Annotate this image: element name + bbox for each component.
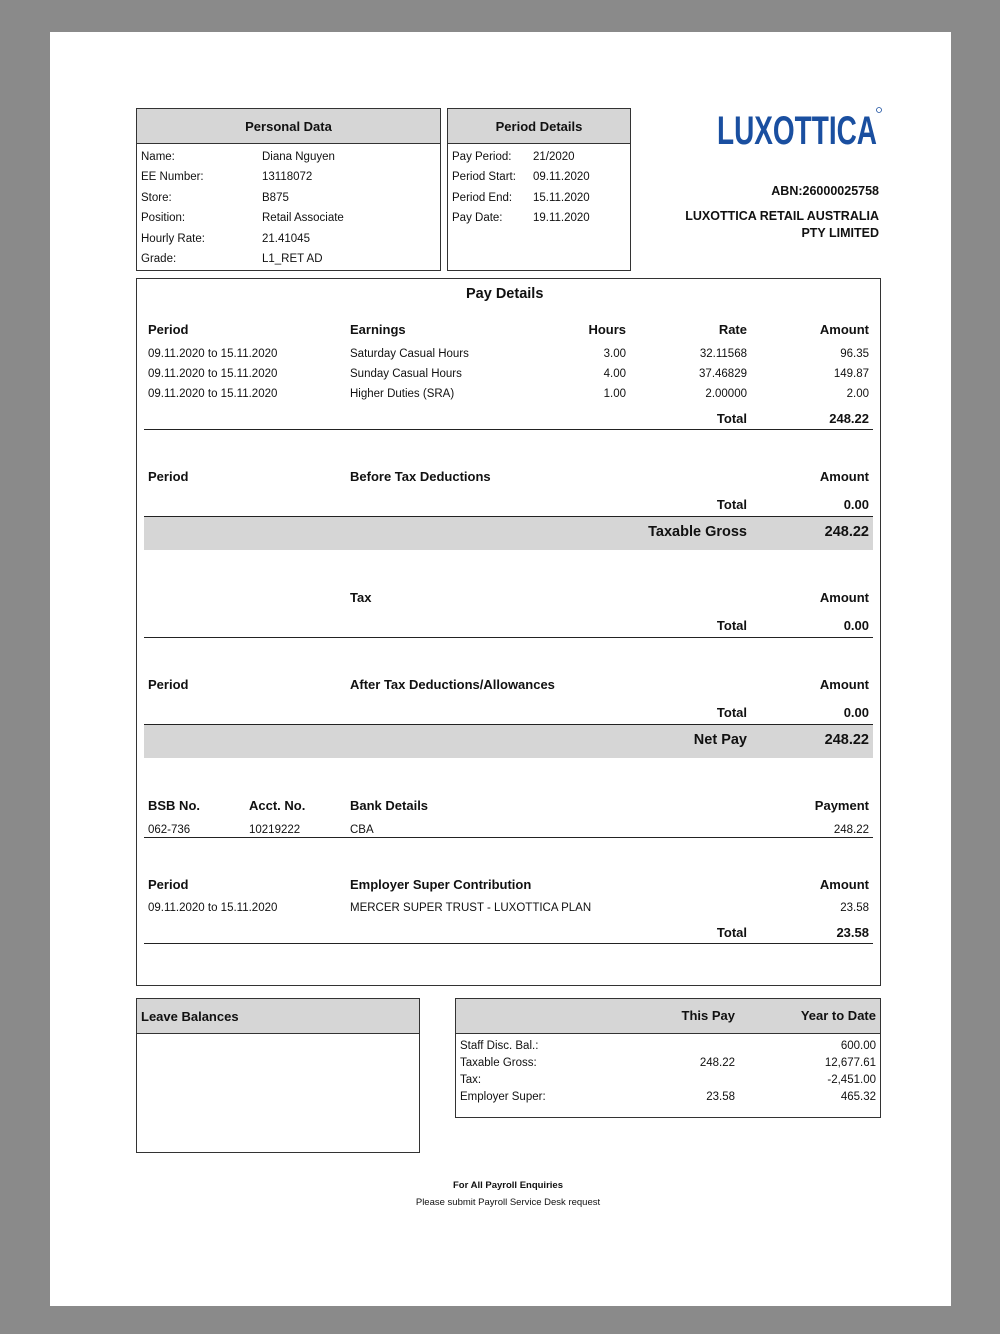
position-value: Retail Associate [262, 212, 344, 224]
grade-label: Grade: [141, 253, 177, 265]
ee-number-label: EE Number: [141, 171, 204, 183]
super-total-label: Total [716, 925, 747, 940]
taxable-gross-band [144, 517, 873, 550]
tax-header: Tax [350, 590, 372, 605]
after-tax-total-label: Total [716, 705, 747, 720]
pay-period-value: 21/2020 [533, 151, 575, 163]
bsb-value: 062-736 [148, 824, 191, 836]
before-tax-total-value: 0.00 [843, 497, 869, 512]
super-period-header: Period [148, 877, 189, 892]
summary-row-this-pay: 248.22 [699, 1057, 735, 1069]
period-end-value: 15.11.2020 [533, 192, 590, 204]
earning-row-hours: 4.00 [603, 368, 626, 380]
earning-row-desc: Sunday Casual Hours [350, 368, 462, 380]
earning-row-hours: 1.00 [603, 388, 626, 400]
pay-date-label: Pay Date: [452, 212, 503, 224]
bank-divider [144, 837, 873, 838]
store-value: B875 [262, 192, 289, 204]
super-row-desc: MERCER SUPER TRUST - LUXOTTICA PLAN [350, 902, 592, 914]
personal-data-title: Personal Data [137, 109, 440, 144]
footer-enquiries-heading: For All Payroll Enquiries [453, 1180, 563, 1191]
earning-row-period: 09.11.2020 to 15.11.2020 [148, 348, 278, 360]
company-name-line2: PTY LIMITED [801, 226, 879, 240]
hours-header: Hours [588, 322, 626, 337]
name-value: Diana Nguyen [262, 151, 335, 163]
pay-date-value: 19.11.2020 [533, 212, 590, 224]
payment-value: 248.22 [833, 824, 869, 836]
summary-box [455, 998, 881, 1118]
tax-divider [144, 637, 873, 638]
period-details-title: Period Details [448, 109, 630, 144]
earning-row-rate: 2.00000 [705, 388, 747, 400]
summary-row-label: Taxable Gross: [460, 1057, 537, 1069]
personal-data-box [136, 108, 441, 271]
super-header: Employer Super Contribution [350, 877, 532, 892]
super-row-period: 09.11.2020 to 15.11.2020 [148, 902, 278, 914]
net-pay-label: Net Pay [693, 732, 747, 748]
payment-header: Payment [814, 798, 869, 813]
acct-value: 10219222 [249, 824, 301, 836]
bank-details-header: Bank Details [350, 798, 429, 813]
earning-row-period: 09.11.2020 to 15.11.2020 [148, 368, 278, 380]
summary-row-label: Staff Disc. Bal.: [460, 1040, 539, 1052]
summary-row-label: Employer Super: [460, 1091, 546, 1103]
leave-balances-box [136, 998, 420, 1153]
summary-header-band [456, 999, 880, 1034]
ee-number-value: 13118072 [262, 171, 313, 183]
net-pay-value: 248.22 [824, 732, 869, 748]
earnings-total-label: Total [716, 411, 747, 426]
earnings-total-value: 248.22 [829, 411, 869, 426]
acct-header: Acct. No. [249, 798, 306, 813]
period-start-value: 09.11.2020 [533, 171, 590, 183]
hourly-rate-label: Hourly Rate: [141, 233, 205, 245]
after-tax-period-header: Period [148, 677, 189, 692]
period-start-label: Period Start: [452, 171, 516, 183]
position-label: Position: [141, 212, 186, 224]
summary-row-ytd: 600.00 [840, 1040, 876, 1052]
rate-header: Rate [718, 322, 747, 337]
after-tax-total-value: 0.00 [843, 705, 869, 720]
super-amount-header: Amount [819, 877, 869, 892]
earning-row-rate: 32.11568 [699, 348, 747, 360]
taxable-gross-label: Taxable Gross [648, 524, 747, 540]
footer-enquiries-text: Please submit Payroll Service Desk request [415, 1197, 601, 1208]
grade-value: L1_RET AD [262, 253, 323, 265]
summary-row-this-pay: 23.58 [706, 1091, 735, 1103]
earning-row-period: 09.11.2020 to 15.11.2020 [148, 388, 278, 400]
earnings-divider [144, 429, 873, 430]
company-name-line1: LUXOTTICA RETAIL AUSTRALIA [685, 209, 879, 223]
luxottica-logo [717, 106, 883, 153]
super-row-amount: 23.58 [840, 902, 869, 914]
tax-total-value: 0.00 [843, 618, 869, 633]
period-end-label: Period End: [452, 192, 513, 204]
earning-row-amount: 149.87 [833, 368, 869, 380]
tax-amount-header: Amount [819, 590, 869, 605]
store-label: Store: [141, 192, 172, 204]
before-tax-period-header: Period [148, 469, 189, 484]
this-pay-header: This Pay [681, 1008, 735, 1023]
ytd-header: Year to Date [800, 1008, 876, 1023]
pay-details-title: Pay Details [466, 286, 544, 302]
summary-row-ytd: 12,677.61 [824, 1057, 876, 1069]
bank-value: CBA [350, 824, 374, 836]
earning-row-amount: 2.00 [846, 388, 869, 400]
super-total-value: 23.58 [836, 925, 869, 940]
tax-total-label: Total [716, 618, 747, 633]
before-tax-total-label: Total [716, 497, 747, 512]
taxable-gross-value: 248.22 [824, 524, 869, 540]
pay-period-label: Pay Period: [452, 151, 512, 163]
super-divider [144, 943, 873, 944]
net-pay-band [144, 725, 873, 758]
summary-row-label: Tax: [460, 1074, 482, 1086]
after-tax-header: After Tax Deductions/Allowances [350, 677, 555, 692]
before-tax-amount-header: Amount [819, 469, 869, 484]
hourly-rate-value: 21.41045 [262, 233, 310, 245]
logo-wordmark: LUXOTTICA [717, 109, 877, 153]
payslip-page [50, 32, 951, 1306]
company-abn: ABN:26000025758 [771, 184, 879, 198]
after-tax-amount-header: Amount [819, 677, 869, 692]
earning-row-amount: 96.35 [840, 348, 869, 360]
summary-row-ytd: 465.32 [840, 1091, 876, 1103]
earning-row-hours: 3.00 [603, 348, 626, 360]
period-details-box [447, 108, 631, 271]
amount-header: Amount [819, 322, 869, 337]
summary-row-ytd: -2,451.00 [827, 1074, 876, 1086]
bsb-header: BSB No. [148, 798, 200, 813]
earning-row-desc: Saturday Casual Hours [350, 348, 469, 360]
leave-balances-title: Leave Balances [137, 999, 419, 1034]
earning-row-rate: 37.46829 [699, 368, 747, 380]
before-tax-header: Before Tax Deductions [350, 469, 491, 484]
name-label: Name: [141, 151, 175, 163]
earning-row-desc: Higher Duties (SRA) [350, 388, 455, 400]
earnings-header: Earnings [350, 322, 406, 337]
earnings-period-header: Period [148, 322, 189, 337]
